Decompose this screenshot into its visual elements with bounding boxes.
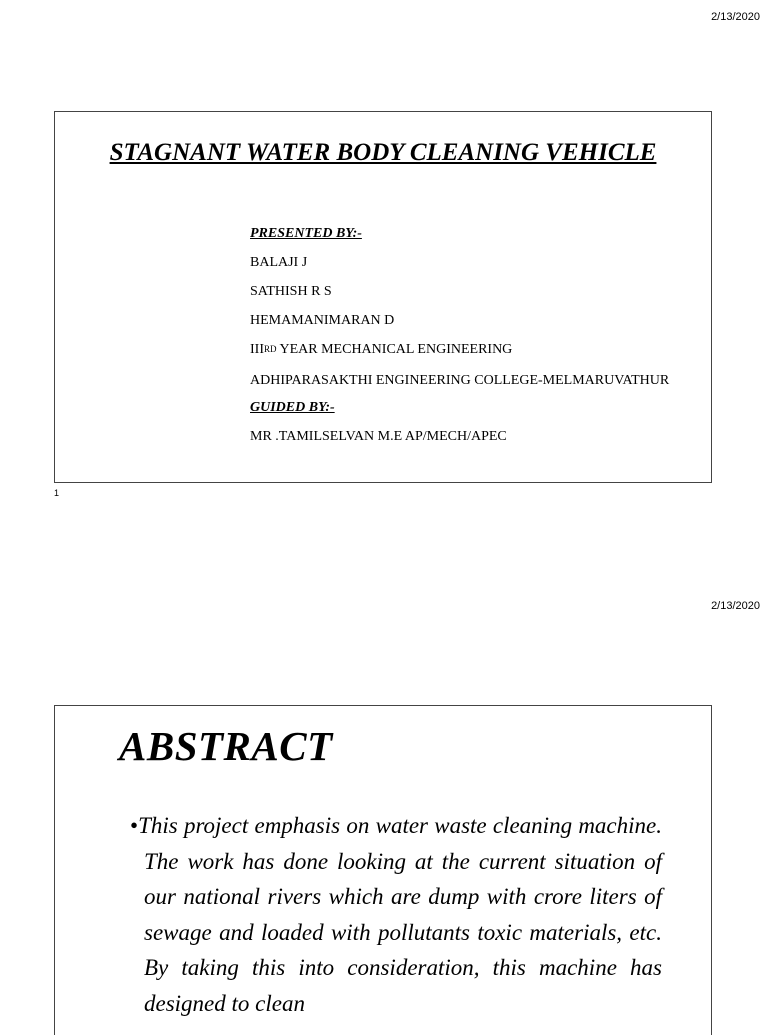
presenter-name: BALAJI J	[250, 255, 308, 270]
abstract-slide	[54, 705, 712, 1035]
presented-by-label: PRESENTED BY:-	[250, 226, 362, 241]
title-slide	[54, 111, 712, 483]
page-date: 2/13/2020	[711, 600, 760, 612]
presenter-info	[250, 225, 670, 457]
college-name: ADHIPARASAKTHI ENGINEERING COLLEGE-MELMARUVATHUR	[250, 373, 670, 388]
guide-name: MR .TAMILSELVAN M.E AP/MECH/APEC	[250, 429, 507, 444]
abstract-title: ABSTRACT	[119, 723, 333, 769]
presenter-name: SATHISH R S	[250, 284, 332, 299]
page-date: 2/13/2020	[711, 11, 760, 23]
year-department: IIIRD YEAR MECHANICAL ENGINEERING	[250, 342, 513, 357]
bullet-icon: •	[130, 813, 139, 838]
slide-title: STAGNANT WATER BODY CLEANING VEHICLE	[109, 139, 657, 166]
guided-by-label: GUIDED BY:-	[250, 400, 335, 415]
presenter-name: HEMAMANIMARAN D	[250, 313, 395, 328]
page-number: 1	[54, 488, 60, 498]
abstract-text: •This project emphasis on water waste cleaning machine. The work has done looking at the current situation of our national rivers which are dump with crore liters of sewage and loaded with pollutants toxic materials, etc. By taking this into consideration, this machine has designed to clean	[130, 813, 662, 1016]
